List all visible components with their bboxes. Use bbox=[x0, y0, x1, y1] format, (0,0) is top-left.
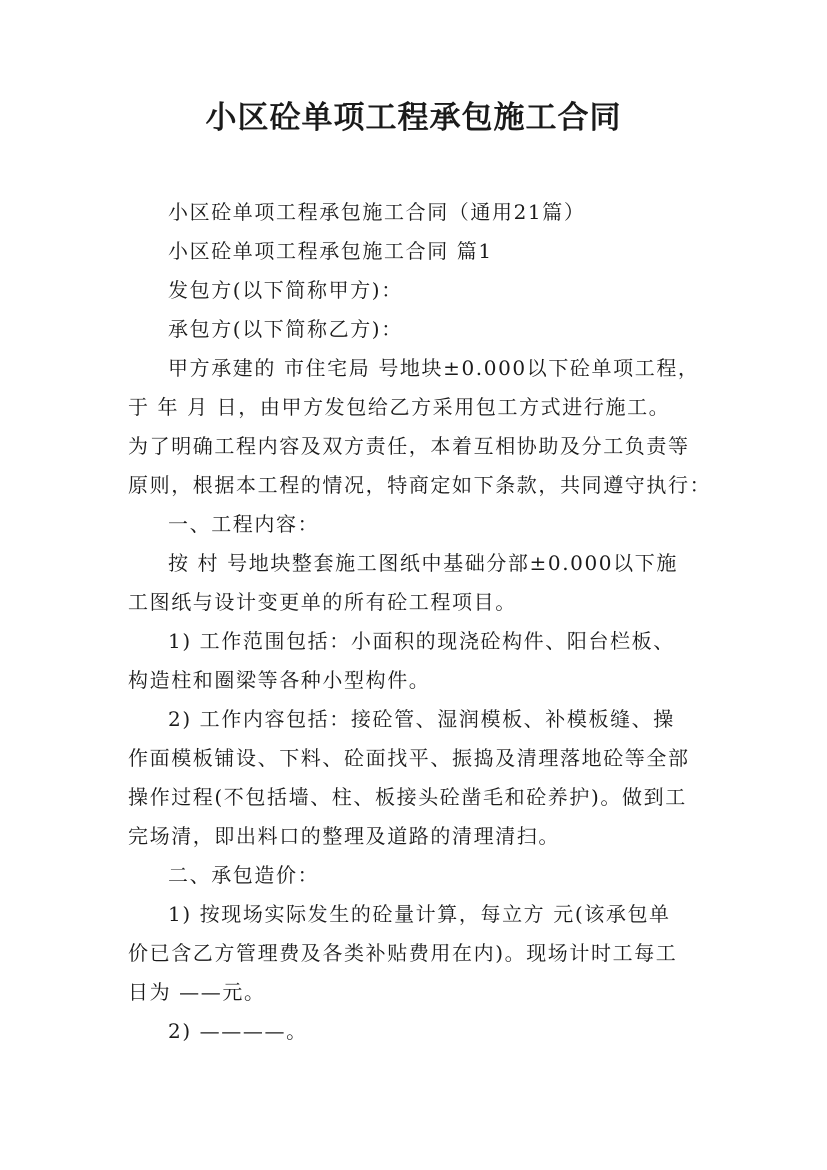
list-item-line: 1) 按现场实际发生的砼量计算，每立方 元(该承包单 bbox=[168, 902, 671, 926]
subtitle-line: 小区砼单项工程承包施工合同（通用21篇） bbox=[168, 200, 586, 224]
section-heading-line: 小区砼单项工程承包施工合同 篇1 bbox=[168, 239, 493, 263]
paragraph-line: 操作过程(不包括墙、柱、板接头砼凿毛和砼养护)。做到工 bbox=[128, 785, 687, 809]
document-title: 小区砼单项工程承包施工合同 bbox=[205, 100, 622, 136]
clause-heading-line: 二、承包造价： bbox=[168, 863, 320, 887]
list-item-line: 1) 工作范围包括：小面积的现浇砼构件、阳台栏板、 bbox=[168, 629, 675, 653]
paragraph-line: 为了明确工程内容及双方责任，本着互相协助及分工负责等 bbox=[128, 434, 690, 458]
paragraph-line: 原则，根据本工程的情况，特商定如下条款，共同遵守执行： bbox=[128, 473, 712, 497]
paragraph-line: 工图纸与设计变更单的所有砼工程项目。 bbox=[128, 590, 517, 614]
paragraph-line: 于 年 月 日，由甲方发包给乙方采用包工方式进行施工。 bbox=[128, 395, 671, 419]
paragraph-line: 按 村 号地块整套施工图纸中基础分部±0.000以下施 bbox=[168, 551, 678, 575]
party-a-line: 发包方(以下简称甲方)： bbox=[168, 278, 403, 302]
clause-heading-line: 一、工程内容： bbox=[168, 512, 320, 536]
paragraph-line: 甲方承建的 市住宅局 号地块±0.000以下砼单项工程， bbox=[168, 356, 700, 380]
list-item-line: 2) ————。 bbox=[168, 1019, 308, 1043]
paragraph-line: 日为 ——元。 bbox=[128, 980, 266, 1004]
paragraph-line: 完场清，即出料口的整理及道路的清理清扫。 bbox=[128, 824, 560, 848]
paragraph-line: 构造柱和圈梁等各种小型构件。 bbox=[128, 668, 431, 692]
party-b-line: 承包方(以下简称乙方)： bbox=[168, 317, 403, 341]
paragraph-line: 价已含乙方管理费及各类补贴费用在内)。现场计时工每工 bbox=[128, 941, 678, 965]
list-item-line: 2) 工作内容包括：接砼管、湿润模板、补模板缝、操 bbox=[168, 707, 675, 731]
paragraph-line: 作面模板铺设、下料、砼面找平、振捣及清理落地砼等全部 bbox=[128, 746, 690, 770]
